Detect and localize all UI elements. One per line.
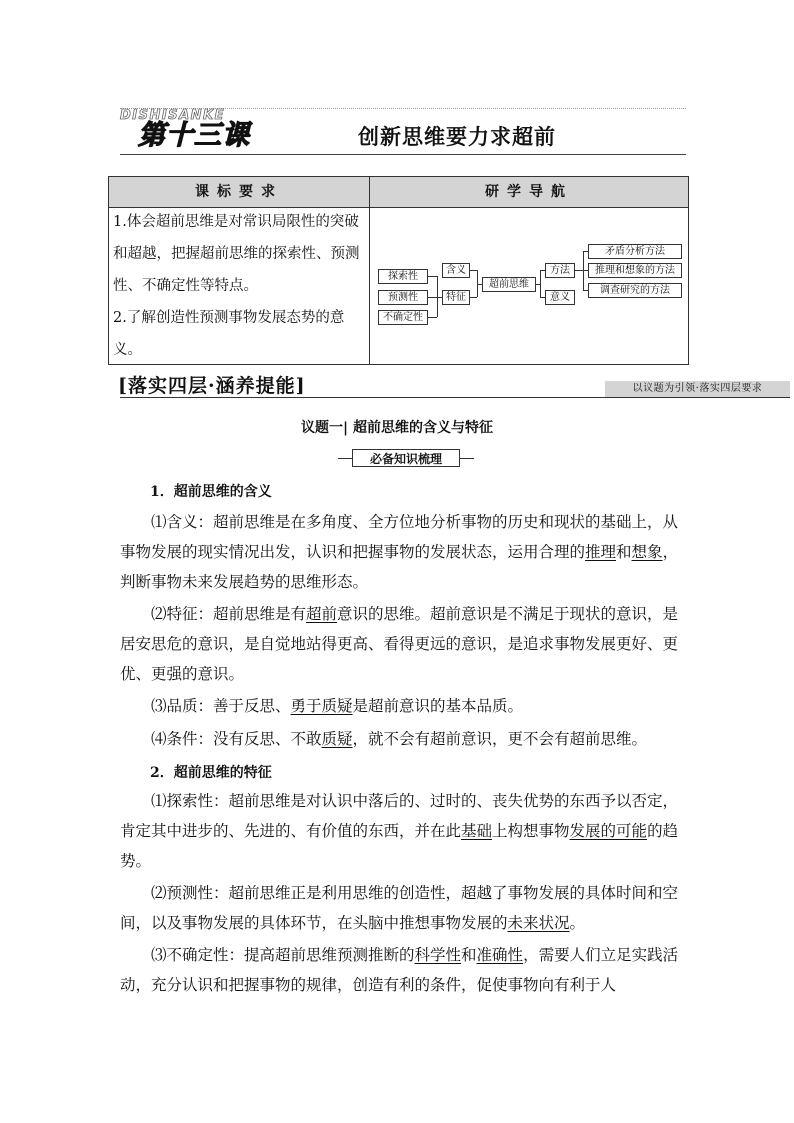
banner-rule bbox=[120, 397, 790, 398]
section-banner: [落实四层·涵养提能] bbox=[118, 375, 306, 397]
node-exploratory: 探索性 bbox=[378, 269, 428, 284]
knowledge-box bbox=[338, 449, 474, 467]
lesson-pinyin: DISHISANKE bbox=[120, 108, 225, 123]
paragraph-feature: ⑵特征：超前思维是有超前意识的思维。超前意识是不满足于现状的意识，是居安思危的意识，是自觉地站得更高、看得更远的意识，是追求事物发展更好、更优、更强的意识。 bbox=[120, 605, 679, 683]
lesson-title: 创新思维要力求超前 bbox=[358, 124, 556, 149]
heading-characteristics: 2．超前思维的特征 bbox=[150, 765, 272, 781]
requirements-cell bbox=[113, 206, 367, 366]
table-column-divider bbox=[369, 207, 370, 365]
node-method: 方法 bbox=[545, 263, 575, 278]
table-header-requirements: 课标要求 bbox=[108, 176, 370, 208]
paragraph-predictive: ⑵预测性：超前思维正是利用思维的创造性，超越了事物发展的具体时间和空间，以及事物发展的具体环节，在头脑中推想事物发展的未来状况。 bbox=[120, 884, 679, 932]
table-header-navigation: 研学导航 bbox=[369, 176, 689, 208]
topic-heading: 议题一| 超前思维的含义与特征 bbox=[301, 420, 493, 436]
node-predictive: 预测性 bbox=[378, 290, 428, 305]
node-method-3: 调查研究的方法 bbox=[588, 283, 682, 298]
node-significance: 意义 bbox=[545, 290, 575, 305]
heading-meaning: 1．超前思维的含义 bbox=[150, 484, 272, 500]
lesson-number: 第十三课 bbox=[138, 120, 250, 151]
node-method-2: 推理和想象的方法 bbox=[588, 263, 682, 278]
section-tag: 以议题为引领·落实四层要求 bbox=[605, 381, 790, 397]
node-feature: 特征 bbox=[442, 290, 470, 305]
paragraph-uncertainty: ⑶不确定性：提高超前思维预测推断的科学性和准确性，需要人们立足实践活动，充分认识和把握事物的规律，创造有利的条件，促使事物向有利于人 bbox=[120, 946, 679, 994]
paragraph-quality: ⑶品质：善于反思、勇于质疑是超前意识的基本品质。 bbox=[151, 697, 524, 715]
node-uncertainty: 不确定性 bbox=[378, 310, 428, 325]
node-center: 超前思维 bbox=[482, 277, 536, 292]
header-rule bbox=[120, 154, 686, 155]
knowledge-box-label: 必备知识梳理 bbox=[352, 449, 460, 467]
node-method-1: 矛盾分析方法 bbox=[588, 244, 682, 259]
requirement-1: 1.体会超前思维是对常识局限性的突破和超越，把握超前思维的探索性、预测性、不确定性等特点。 bbox=[113, 214, 360, 294]
paragraph-definition: ⑴含义：超前思维是在多角度、全方位地分析事物的历史和现状的基础上，从事物发展的现实情况出发，认识和把握事物的发展状态，运用合理的推理和想象，判断事物未来发展趋势的思维形态。 bbox=[120, 513, 679, 591]
requirement-2: 2.了解创造性预测事物发展态势的意义。 bbox=[113, 310, 345, 358]
node-meaning: 含义 bbox=[442, 263, 470, 278]
paragraph-exploratory: ⑴探索性：超前思维是对认识中落后的、过时的、丧失优势的东西予以否定，肯定其中进步的、先进的、有价值的东西，并在此基础上构想事物发展的可能的趋势。 bbox=[120, 792, 679, 870]
paragraph-condition: ⑷条件：没有反思、不敢质疑，就不会有超前意识，更不会有超前思维。 bbox=[151, 730, 648, 748]
